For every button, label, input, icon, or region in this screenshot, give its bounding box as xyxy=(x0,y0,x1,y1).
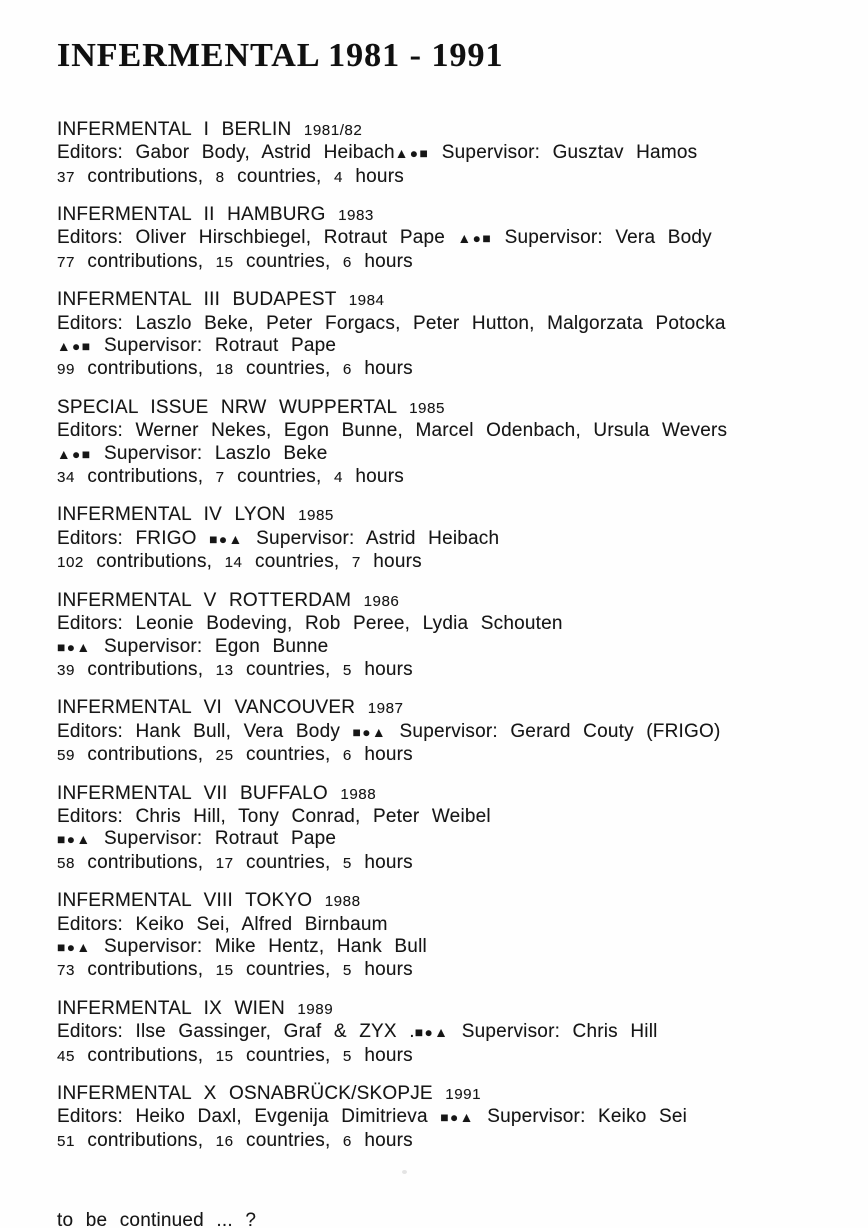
entry-supervisor-line: ■●▲ Supervisor: Egon Bunne xyxy=(57,635,329,657)
catalog-entry-infermental-4 xyxy=(57,504,818,574)
entry-supervisor-line: ▲●■ Supervisor: Rotraut Pape xyxy=(57,335,337,357)
entry-title: INFERMENTAL V ROTTERDAM 1986 xyxy=(57,589,400,611)
catalog-entry-infermental-10 xyxy=(57,1083,818,1153)
entry-stats-line: 34 contributions, 7 countries, 4 hours xyxy=(57,466,404,488)
catalog-entry-infermental-7 xyxy=(57,783,818,876)
entry-title: INFERMENTAL I BERLIN 1981/82 xyxy=(57,118,363,140)
entry-stats-line: 102 contributions, 14 countries, 7 hours xyxy=(57,551,422,573)
entry-title: INFERMENTAL III BUDAPEST 1984 xyxy=(57,289,385,311)
entry-title: INFERMENTAL IX WIEN 1989 xyxy=(57,997,334,1019)
entry-title: INFERMENTAL X OSNABRÜCK/SKOPJE 1991 xyxy=(57,1083,482,1105)
footer-note: to be continued ... ? xyxy=(57,1210,257,1228)
entry-stats-line: 39 contributions, 13 countries, 5 hours xyxy=(57,658,413,680)
entry-supervisor-line: ■●▲ Supervisor: Rotraut Pape xyxy=(57,828,337,850)
entry-stats-line: 73 contributions, 15 countries, 5 hours xyxy=(57,959,413,981)
entry-supervisor-line: ■●▲ Supervisor: Mike Hentz, Hank Bull xyxy=(57,935,427,957)
catalog-entry-infermental-8 xyxy=(57,890,818,983)
entry-stats-line: 37 contributions, 8 countries, 4 hours xyxy=(57,165,404,187)
entry-title: INFERMENTAL VIII TOKYO 1988 xyxy=(57,890,361,912)
entry-supervisor-line: ▲●■ Supervisor: Laszlo Beke xyxy=(57,442,328,464)
catalog-entry-infermental-2 xyxy=(57,204,818,274)
entry-editors-line: Editors: Chris Hill, Tony Conrad, Peter Weibel xyxy=(57,805,491,827)
catalog-entry-infermental-1 xyxy=(57,119,818,189)
entry-title: INFERMENTAL II HAMBURG 1983 xyxy=(57,204,374,226)
catalog-entry-infermental-5 xyxy=(57,590,818,683)
entry-editors-supervisor-line: Editors: Oliver Hirschbiegel, Rotraut Pape ▲●■ Supervisor: Vera Body xyxy=(57,227,712,249)
entry-editors-supervisor-line: Editors: Gabor Body, Astrid Heibach▲●■ Supervisor: Gusztav Hamos xyxy=(57,142,698,164)
entry-stats-line: 99 contributions, 18 countries, 6 hours xyxy=(57,358,413,380)
entry-title: INFERMENTAL IV LYON 1985 xyxy=(57,504,334,526)
entry-editors-supervisor-line: Editors: Hank Bull, Vera Body ■●▲ Supervisor: Gerard Couty (FRIGO) xyxy=(57,720,721,742)
entry-editors-supervisor-line: Editors: Heiko Daxl, Evgenija Dimitrieva ■●▲ Supervisor: Keiko Sei xyxy=(57,1106,688,1128)
entry-editors-line: Editors: Leonie Bodeving, Rob Peree, Lydia Schouten xyxy=(57,613,563,635)
catalog-entry-infermental-9 xyxy=(57,998,818,1068)
catalog-entry-infermental-3 xyxy=(57,289,818,382)
entry-title: SPECIAL ISSUE NRW WUPPERTAL 1985 xyxy=(57,396,445,418)
catalog-entry-special-issue-nrw xyxy=(57,397,818,490)
catalog-entry-infermental-6 xyxy=(57,697,818,767)
entry-editors-line: Editors: Werner Nekes, Egon Bunne, Marcel Odenbach, Ursula Wevers xyxy=(57,420,728,442)
entry-stats-line: 58 contributions, 17 countries, 5 hours xyxy=(57,851,413,873)
entry-title: INFERMENTAL VI VANCOUVER 1987 xyxy=(57,697,404,719)
page-title: INFERMENTAL 1981 - 1991 xyxy=(57,37,504,74)
entry-stats-line: 59 contributions, 25 countries, 6 hours xyxy=(57,744,413,766)
entry-editors-supervisor-line: Editors: FRIGO ■●▲ Supervisor: Astrid Heibach xyxy=(57,527,500,549)
entry-stats-line: 45 contributions, 15 countries, 5 hours xyxy=(57,1044,413,1066)
scan-artifact-dot xyxy=(402,1170,407,1174)
entry-editors-line: Editors: Laszlo Beke, Peter Forgacs, Peter Hutton, Malgorzata Potocka xyxy=(57,312,726,334)
entry-editors-supervisor-line: Editors: Ilse Gassinger, Graf & ZYX .■●▲ Supervisor: Chris Hill xyxy=(57,1021,658,1043)
entry-stats-line: 77 contributions, 15 countries, 6 hours xyxy=(57,250,413,272)
entry-editors-line: Editors: Keiko Sei, Alfred Birnbaum xyxy=(57,913,388,935)
entry-stats-line: 51 contributions, 16 countries, 6 hours xyxy=(57,1129,413,1151)
entry-title: INFERMENTAL VII BUFFALO 1988 xyxy=(57,782,377,804)
